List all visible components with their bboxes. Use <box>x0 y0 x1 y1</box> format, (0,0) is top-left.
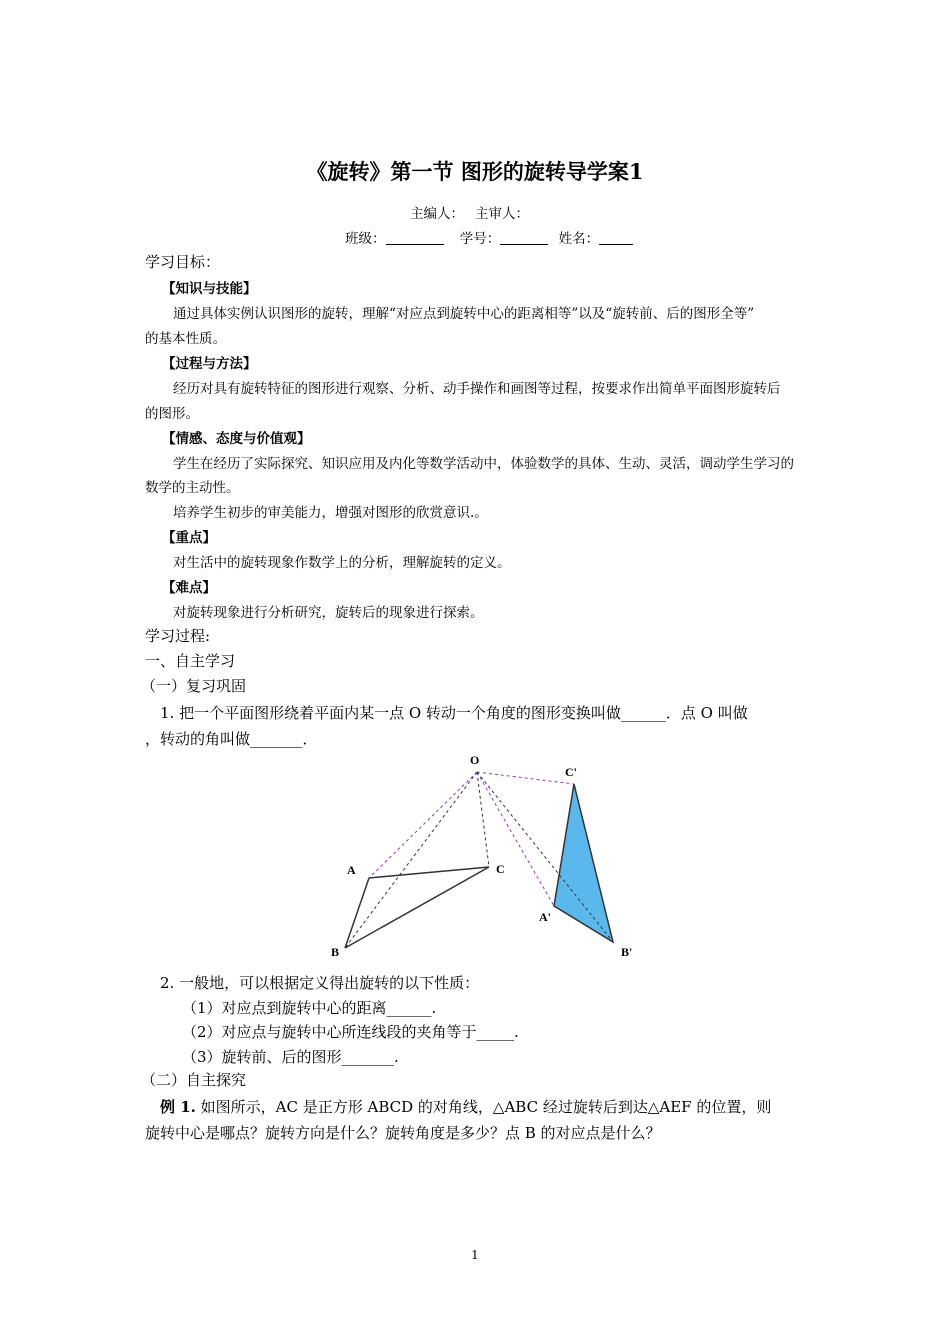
knowledge-heading: 【知识与技能】 <box>162 281 257 297</box>
question-2-intro: 2. 一般地，可以根据定义得出旋转的以下性质： <box>160 974 480 992</box>
knowledge-line-1: 通过具体实例认识图形的旋转，理解“对应点到旋转中心的距离相等”以及“旋转前、后的图形全等” <box>173 306 755 322</box>
objectives-heading: 学习目标： <box>145 253 221 271</box>
segment-oa-prime <box>477 772 554 906</box>
label-o: O <box>470 753 480 767</box>
segment-oc-prime <box>477 772 574 784</box>
student-info-line <box>345 227 633 247</box>
name-label: 姓名： <box>558 231 600 247</box>
emotion-line-3: 培养学生初步的审美能力，增强对图形的欣赏意识.。 <box>173 505 488 521</box>
subsection-2-heading: （二）自主探究 <box>141 1071 247 1089</box>
question-1-line-2: ，转动的角叫做_______． <box>145 730 318 748</box>
segment-oa <box>369 772 477 878</box>
key-point-heading: 【重点】 <box>162 530 216 546</box>
process-line-2: 的图形。 <box>145 406 199 422</box>
segment-ab <box>345 878 369 948</box>
class-blank <box>386 230 444 245</box>
emotion-heading: 【情感、态度与价值观】 <box>162 431 311 447</box>
process-section-heading: 学习过程: <box>145 627 211 645</box>
rotated-triangle-fill <box>554 784 613 942</box>
process-heading: 【过程与方法】 <box>162 356 257 372</box>
rotation-figure <box>325 750 645 965</box>
label-a-prime: A' <box>539 910 551 924</box>
question-2-property-1: （1）对应点到旋转中心的距离______. <box>182 999 437 1017</box>
segment-ob <box>345 772 477 948</box>
label-a: A <box>347 863 356 877</box>
question-2-property-2: （2）对应点与旋转中心所连线段的夹角等于_____. <box>182 1023 519 1041</box>
name-blank <box>599 230 633 245</box>
difficulty-heading: 【难点】 <box>162 580 216 596</box>
id-blank <box>500 230 548 245</box>
section-1-heading: 一、自主学习 <box>145 652 236 670</box>
label-c-prime: C' <box>565 765 577 779</box>
segment-bc <box>345 867 489 948</box>
example-1-line-1 <box>160 1096 771 1117</box>
label-b-prime: B' <box>621 945 633 959</box>
subsection-1-heading: （一）复习巩固 <box>141 677 247 695</box>
example-1-text: 如图所示，AC 是正方形 ABCD 的对角线，△ABC 经过旋转后到达△AEF 的位置，则 <box>195 1098 772 1116</box>
authors-line: 主编人： 主审人： <box>410 206 530 222</box>
page-title: 《旋转》第一节 图形的旋转导学案1 <box>306 159 644 184</box>
example-1-label: 例 1. <box>160 1098 196 1116</box>
difficulty-text: 对旋转现象进行分析研究，旋转后的现象进行探索。 <box>173 605 484 621</box>
label-c: C <box>496 862 505 876</box>
emotion-line-2: 数学的主动性。 <box>145 480 240 496</box>
id-label: 学号： <box>459 231 501 247</box>
emotion-line-1: 学生在经历了实际探究、知识应用及内化等数学活动中，体验数学的具体、生动、灵活，调动学生学习的 <box>173 456 794 472</box>
class-label: 班级： <box>345 231 386 247</box>
key-point-text: 对生活中的旋转现象作数学上的分析，理解旋转的定义。 <box>173 555 511 571</box>
page-number: 1 <box>471 1248 479 1262</box>
process-line-1: 经历对具有旋转特征的图形进行观察、分析、动手操作和画图等过程，按要求作出简单平面图形旋转后 <box>173 381 781 397</box>
question-2-property-3: （3）旋转前、后的图形_______. <box>182 1048 399 1066</box>
segment-oc <box>477 772 489 867</box>
example-1-line-2: 旋转中心是哪点？旋转方向是什么？旋转角度是多少？点 B 的对应点是什么？ <box>145 1124 661 1142</box>
knowledge-line-2: 的基本性质。 <box>145 331 226 347</box>
label-b: B <box>331 945 340 959</box>
question-1-line-1: 1. 把一个平面图形绕着平面内某一点 O 转动一个角度的图形变换叫做______．点 O 叫做 <box>160 704 748 722</box>
